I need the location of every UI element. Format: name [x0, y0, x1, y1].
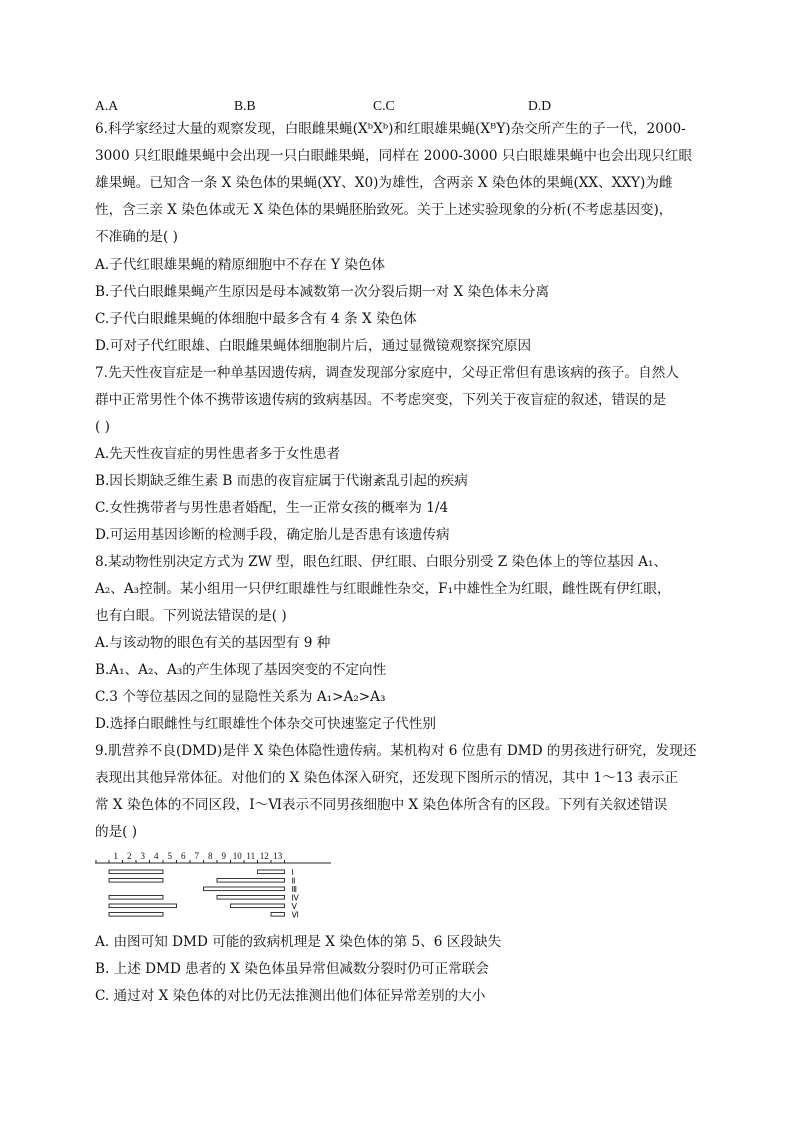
chromosome-segment-bar [217, 896, 285, 900]
chromosome-segment-bar [217, 879, 285, 883]
q6-stem-line: 3000 只红眼雌果蝇中会出现一只白眼雌果蝇，同样在 2000-3000 只白眼雄果蝇中也会出现只红眼 [95, 148, 693, 164]
q7-option-d[interactable]: D.可运用基因诊断的检测手段，确定胎儿是否患有该遗传病 [95, 527, 450, 543]
chromosome-segment-bar [109, 879, 163, 883]
segment-label: 13 [273, 851, 283, 861]
q9-option-b[interactable]: B. 上述 DMD 患者的 X 染色体虽异常但减数分裂时仍可正常联会 [95, 961, 489, 977]
segment-diagram-svg [95, 847, 335, 927]
q7-option-c[interactable]: C.女性携带者与男性患者婚配，生一正常女孩的概率为 1/4 [95, 500, 449, 516]
row-label: Ⅳ [291, 893, 299, 903]
row-label: Ⅲ [291, 885, 298, 894]
segment-label: 7 [194, 851, 199, 861]
q8-option-b[interactable]: B.A₁、A₂、A₃的产生体现了基因突变的不定向性 [95, 662, 387, 678]
segment-label: 2 [127, 851, 132, 861]
q8-option-a[interactable]: A.与该动物的眼色有关的基因型有 9 种 [95, 635, 331, 651]
row-label: Ⅵ [291, 910, 299, 920]
q8-option-c[interactable]: C.3 个等位基因之间的显隐性关系为 A₁>A₂>A₃ [95, 689, 386, 705]
q7-stem-line: 7.先天性夜盲症是一种单基因遗传病，调查发现部分家庭中，父母正常但有患该病的孩子。自然人 [95, 365, 679, 381]
q9-stem-line: 常 X 染色体的不同区段，Ⅰ～Ⅵ表示不同男孩细胞中 X 染色体所含有的区段。下列有关叙述错误 [95, 797, 668, 813]
chromosome-segment-bar [109, 870, 163, 874]
option-d[interactable]: D.D [528, 98, 552, 113]
segment-label: 1 [113, 851, 118, 861]
q8-stem-line: 也有白眼。下列说法错误的是( ) [95, 608, 287, 624]
x-chromosome-segment-diagram [95, 847, 335, 931]
chromosome-segment-bar [231, 904, 285, 908]
q6-option-c[interactable]: C.子代白眼雌果蝇的体细胞中最多含有 4 条 X 染色体 [95, 311, 417, 327]
q7-stem-line: 群中正常男性个体不携带该遗传病的致病基因。不考虑突变，下列关于夜盲症的叙述，错误的是 [95, 392, 666, 408]
q7-option-b[interactable]: B.因长期缺乏维生素 B 而患的夜盲症属于代谢紊乱引起的疾病 [95, 473, 468, 489]
q6-stem-line: 雄果蝇。已知含一条 X 染色体的果蝇(XY、X0)为雄性，含两亲 X 染色体的果蝇(XX、XXY)为雌 [95, 175, 673, 191]
chromosome-segment-bar [204, 887, 285, 891]
segment-label: 9 [221, 851, 226, 861]
q6-stem-line: 6.科学家经过大量的观察发现，白眼雌果蝇(XᵇXᵇ)和红眼雄果蝇(XᴮY)杂交所产生的子一代，2000- [95, 121, 686, 137]
segment-label: 6 [181, 851, 186, 861]
chromosome-segment-bar [271, 913, 285, 917]
segment-label: 8 [208, 851, 213, 861]
chromosome-segment-bar [258, 870, 285, 874]
segment-label: 10 [232, 851, 242, 861]
segment-label: 5 [167, 851, 172, 861]
q7-stem-line: ( ) [95, 419, 110, 435]
segment-label: 11 [246, 851, 256, 861]
q9-option-c[interactable]: C. 通过对 X 染色体的对比仍无法推测出他们体征异常差别的大小 [95, 988, 486, 1004]
segment-label: 12 [259, 851, 269, 861]
chromosome-segment-bar [109, 904, 177, 908]
q6-option-b[interactable]: B.子代白眼雌果蝇产生原因是母本减数第一次分裂后期一对 X 染色体未分离 [95, 284, 550, 300]
q9-stem-line: 的是( ) [95, 824, 138, 840]
q9-stem-line: 9.肌营养不良(DMD)是伴 X 染色体隐性遗传病。某机构对 6 位患有 DMD 的男孩进行研究，发现还 [95, 743, 697, 759]
option-c[interactable]: C.C [373, 98, 395, 113]
q7-option-a[interactable]: A.先天性夜盲症的男性患者多于女性患者 [95, 446, 341, 462]
row-label: Ⅰ [291, 868, 294, 877]
segment-label: 4 [154, 851, 159, 861]
option-b[interactable]: B.B [234, 98, 256, 113]
q8-stem-line: 8.某动物性别决定方式为 ZW 型，眼色红眼、伊红眼、白眼分别受 Z 染色体上的等位基因 A₁、 [95, 554, 668, 570]
option-a[interactable]: A.A [95, 98, 119, 113]
q6-option-a[interactable]: A.子代红眼雄果蝇的精原细胞中不存在 Y 染色体 [95, 257, 386, 273]
q6-stem-line: 不准确的是( ) [95, 229, 178, 245]
segment-label: 3 [140, 851, 145, 861]
q8-option-d[interactable]: D.选择白眼雌性与红眼雄性个体杂交可快速鉴定子代性别 [95, 716, 436, 732]
chromosome-segment-bar [109, 913, 163, 917]
q9-option-a[interactable]: A. 由图可知 DMD 可能的致病机理是 X 染色体的第 5、6 区段缺失 [95, 934, 502, 950]
q9-stem-line: 表现出其他异常体征。对他们的 X 染色体深入研究，还发现下图所示的情况，其中 1～13 表示正 [95, 770, 679, 786]
chromosome-segment-bar [109, 896, 163, 900]
q6-option-d[interactable]: D.可对子代红眼雄、白眼雌果蝇体细胞制片后，通过显微镜观察探究原因 [95, 338, 532, 354]
row-label: Ⅴ [291, 902, 297, 911]
row-label: Ⅱ [291, 876, 296, 886]
q8-stem-line: A₂、A₃控制。某小组用一只伊红眼雄性与红眼雌性杂交，F₁中雄性全为红眼，雌性既有伊红眼， [95, 581, 671, 597]
previous-question-options [95, 92, 703, 119]
q6-stem-line: 性，含三亲 X 染色体或无 X 染色体的果蝇胚胎致死。关于上述实验现象的分析(不考虑基因变)， [95, 202, 673, 218]
